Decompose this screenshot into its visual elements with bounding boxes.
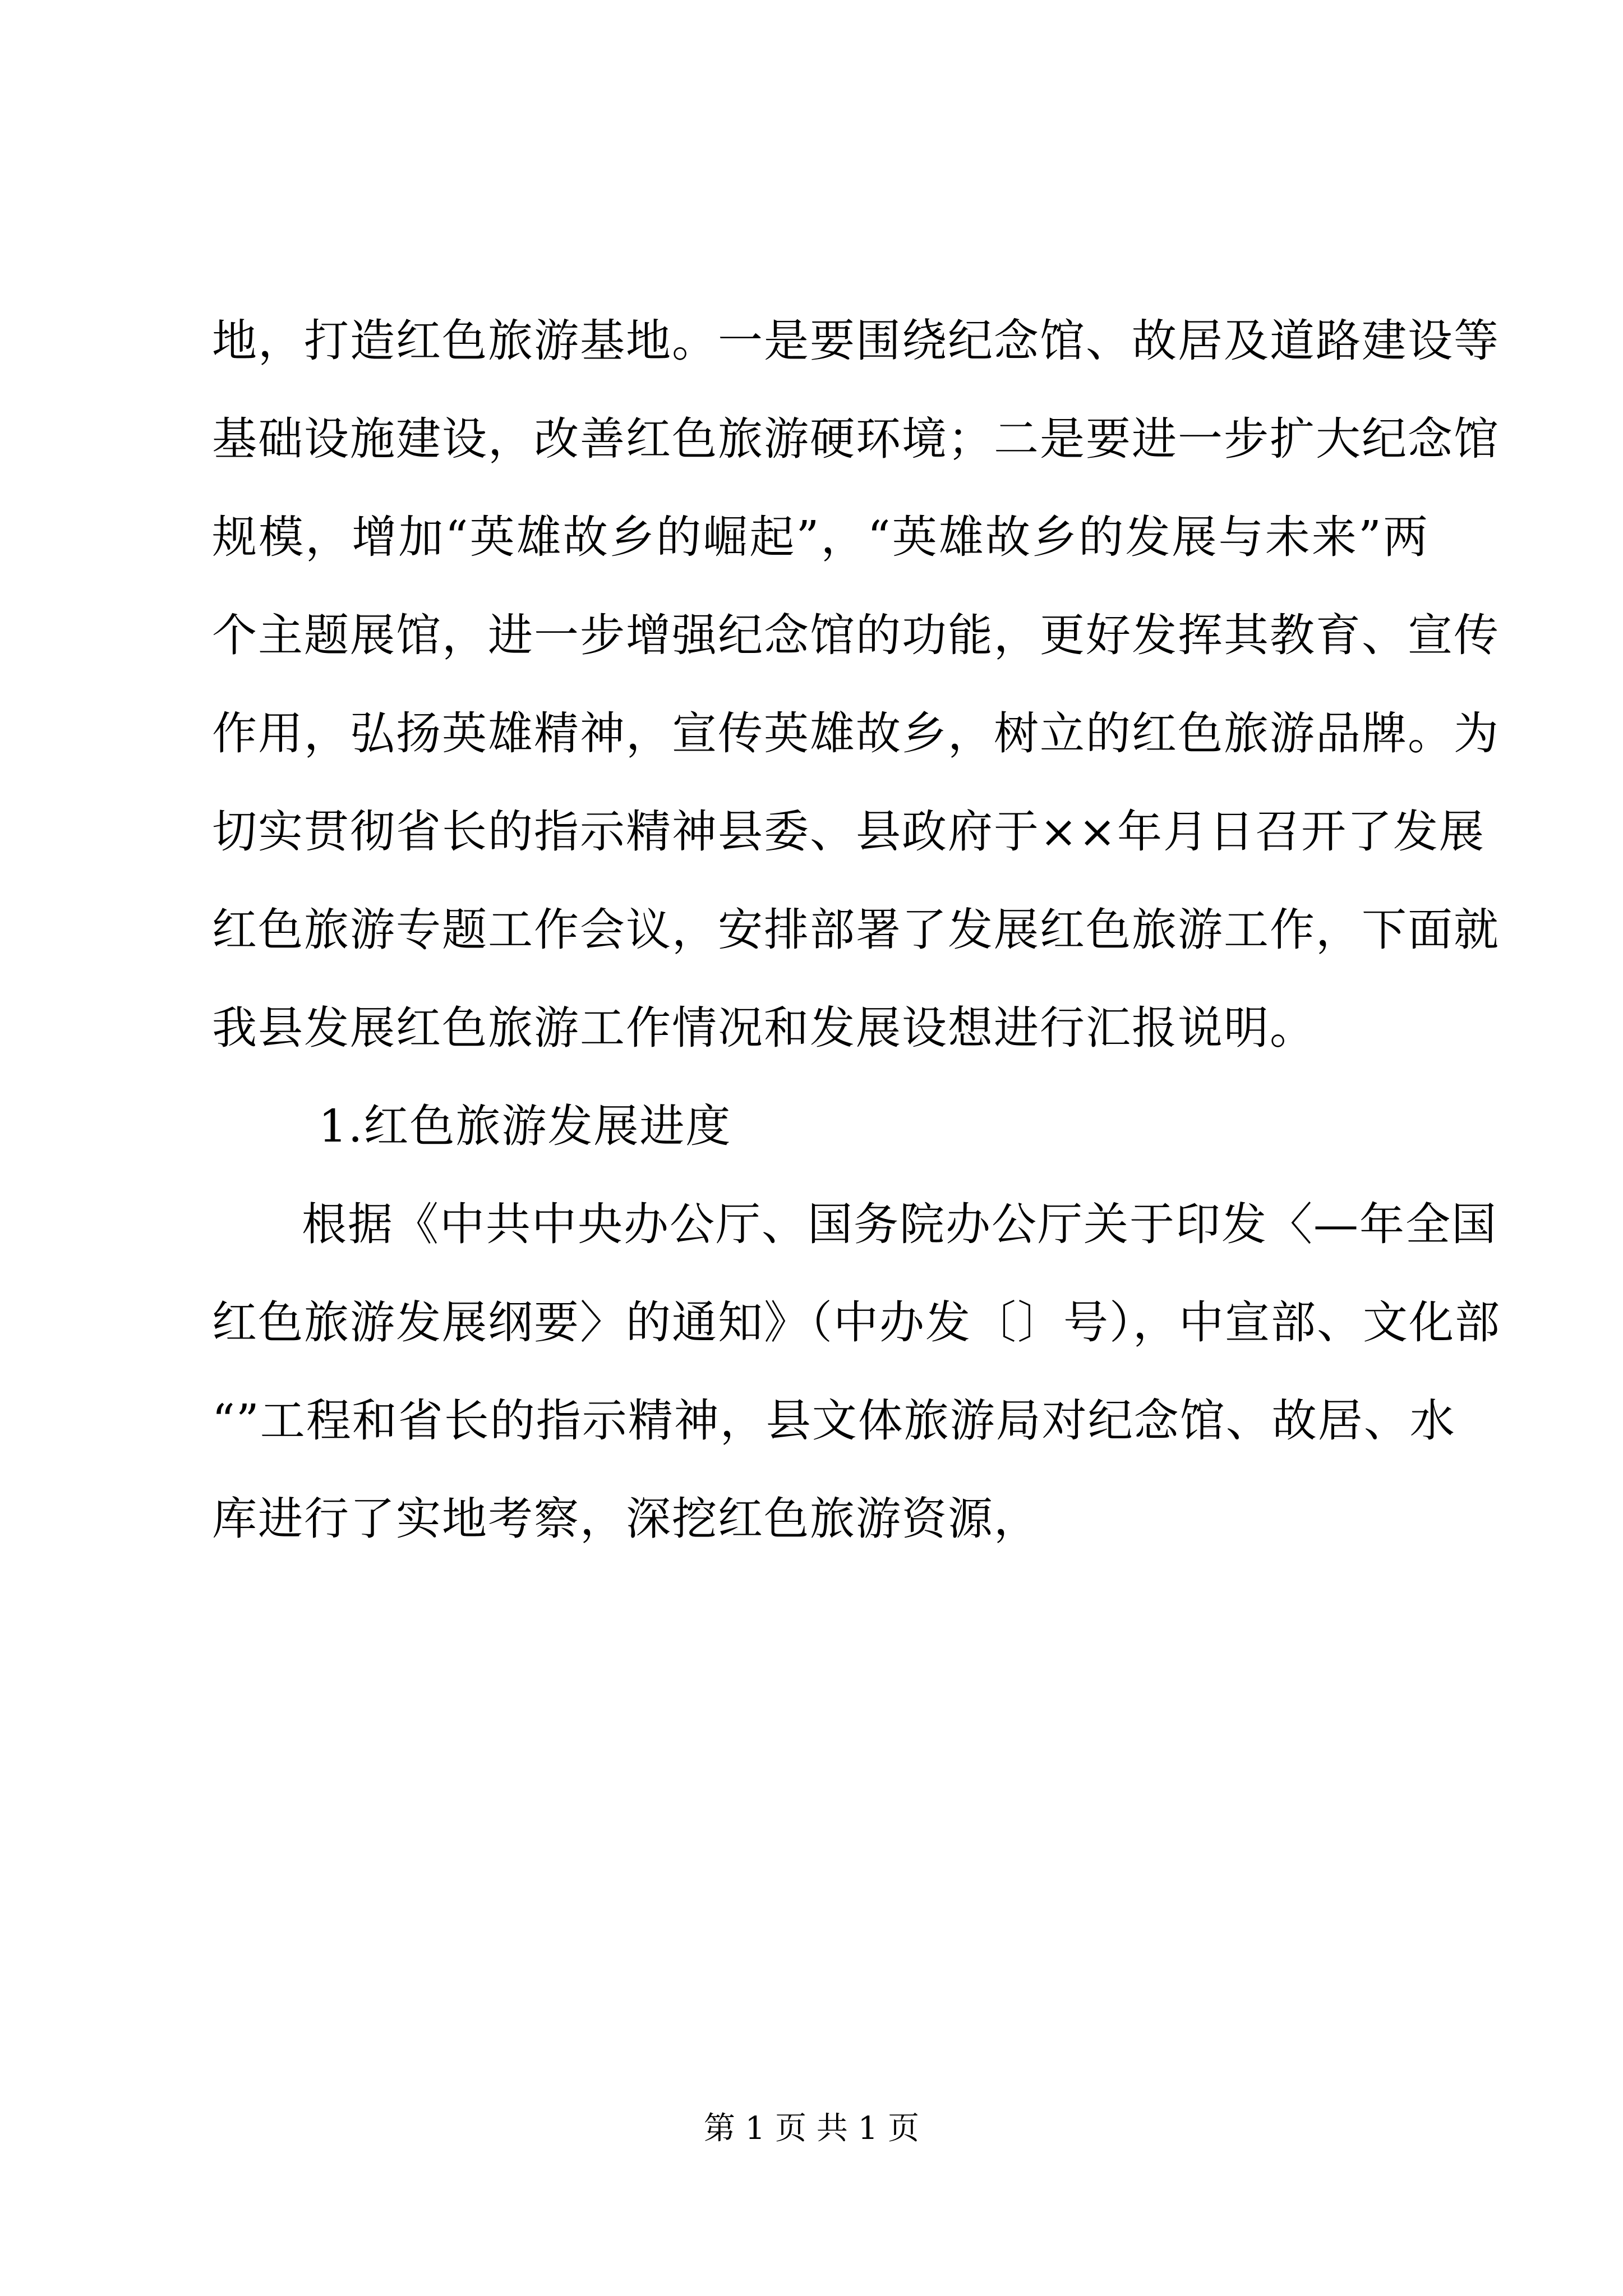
text-line: 我县发展红色旅游工作情况和发展设想进行汇报说明。 [212, 1002, 1316, 1054]
text-line: 地，打造红色旅游基地。一是要围绕纪念馆、故居及道路建设等 [212, 315, 1500, 367]
text-line: 作用，弘扬英雄精神，宣传英雄故乡，树立的红色旅游品牌。为 [212, 707, 1500, 760]
section-heading: 1.红色旅游发展进度 [319, 1100, 732, 1152]
text-line: 红色旅游专题工作会议，安排部署了发展红色旅游工作，下面就 [212, 904, 1500, 956]
text-line: 库进行了实地考察，深挖红色旅游资源， [212, 1493, 1040, 1545]
page-footer: 第 1 页 共 1 页 [703, 2110, 920, 2147]
text-line: 规模，增加“英雄故乡的崛起”，“英雄故乡的发展与未来”两 [212, 511, 1429, 563]
text-line: “”工程和省长的指示精神，县文体旅游局对纪念馆、故居、水 [212, 1395, 1456, 1447]
text-line: 根据《中共中央办公厅、国务院办公厅关于印发〈—年全国 [302, 1198, 1497, 1250]
body-text [212, 292, 1501, 1568]
text-line: 切实贯彻省长的指示精神县委、县政府于××年月日召开了发展 [212, 806, 1486, 858]
text-line: 基础设施建设，改善红色旅游硬环境；二是要进一步扩大纪念馆 [212, 413, 1500, 465]
text-line: 红色旅游发展纲要〉的通知》（中办发〔〕号），中宣部、文化部 [212, 1296, 1501, 1349]
text-line: 个主题展馆，进一步增强纪念馆的功能，更好发挥其教育、宣传 [212, 609, 1500, 661]
